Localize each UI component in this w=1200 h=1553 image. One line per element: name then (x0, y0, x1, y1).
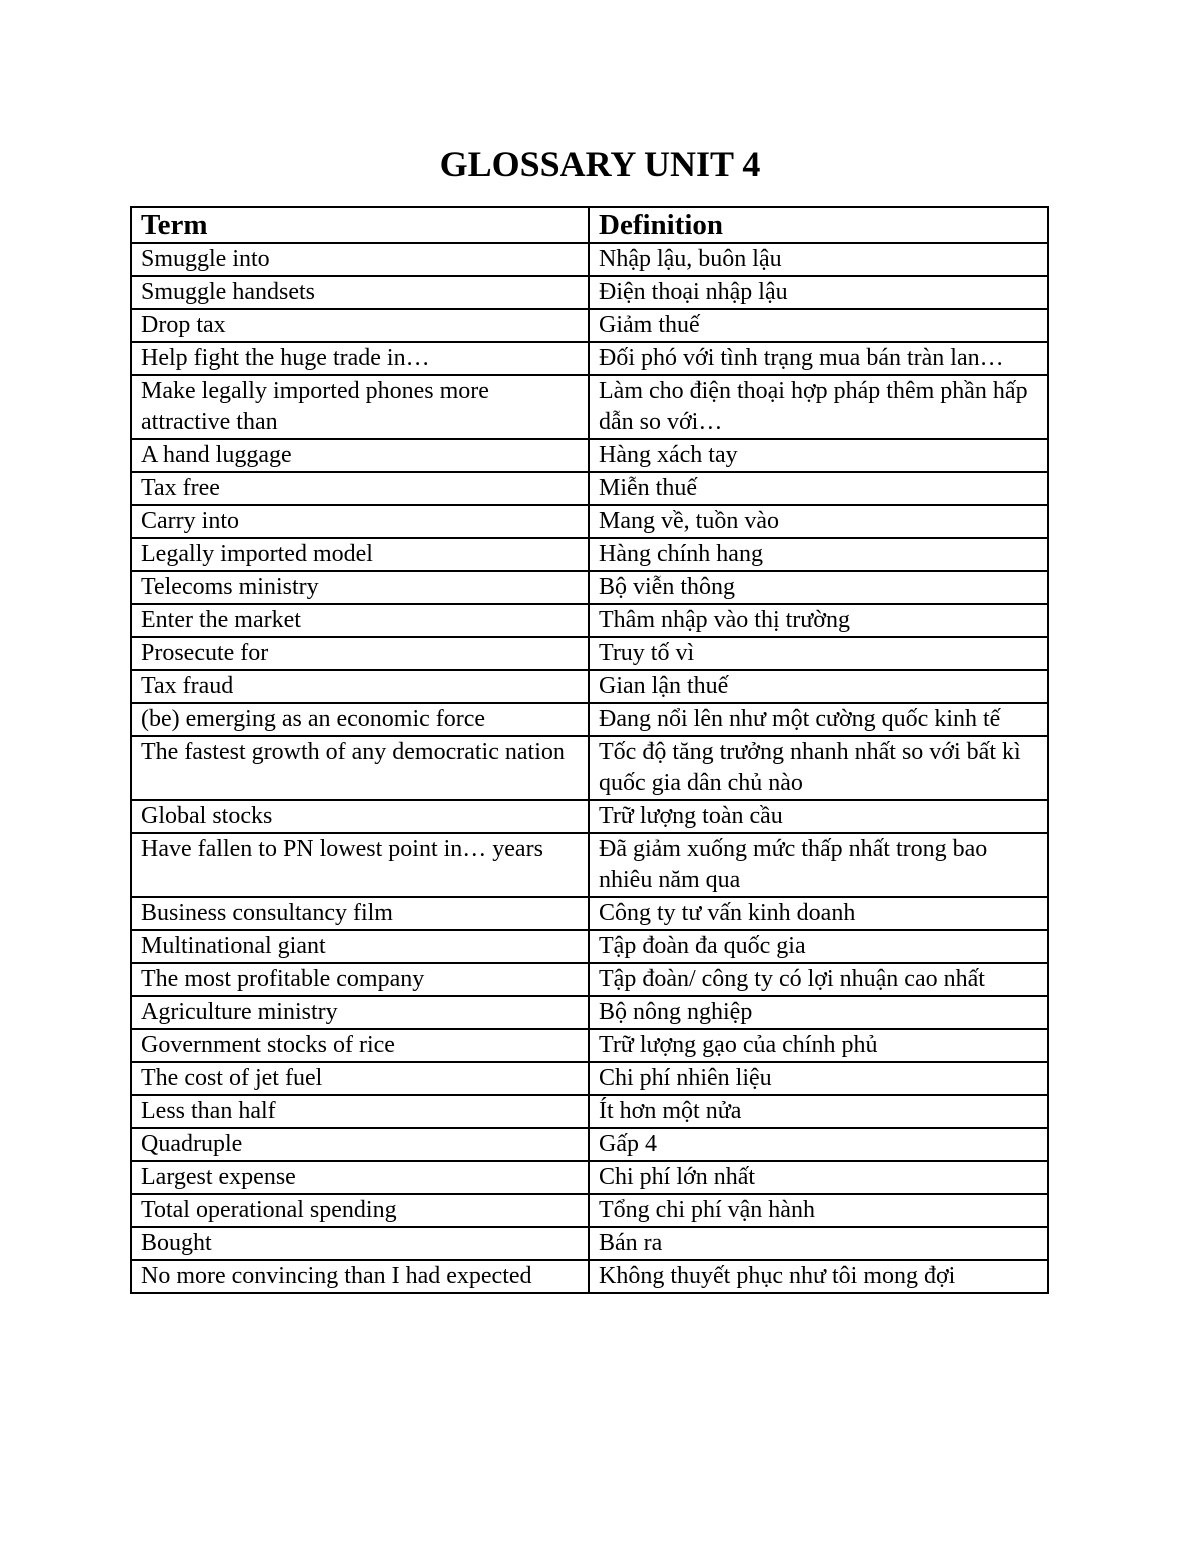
table-row (131, 342, 1048, 375)
term-cell: Global stocks (131, 800, 589, 833)
page-title: GLOSSARY UNIT 4 (439, 144, 761, 184)
definition-cell: Hàng chính hang (589, 538, 1048, 571)
table-row (131, 243, 1048, 276)
definition-cell: Giảm thuế (589, 309, 1048, 342)
table-row (131, 1194, 1048, 1227)
definition-cell: Đang nổi lên như một cường quốc kinh tế (589, 703, 1048, 736)
table-row (131, 930, 1048, 963)
term-cell: No more convincing than I had expected (131, 1260, 589, 1293)
definition-cell: Gấp 4 (589, 1128, 1048, 1161)
definition-cell: Bán ra (589, 1227, 1048, 1260)
glossary-table (130, 206, 1049, 1294)
term-cell: Agriculture ministry (131, 996, 589, 1029)
table-row (131, 1095, 1048, 1128)
term-cell: Telecoms ministry (131, 571, 589, 604)
term-cell: Legally imported model (131, 538, 589, 571)
table-row (131, 309, 1048, 342)
table-row (131, 736, 1048, 800)
definition-cell: Công ty tư vấn kinh doanh (589, 897, 1048, 930)
table-row (131, 1227, 1048, 1260)
definition-cell: Làm cho điện thoại hợp pháp thêm phần hấp dẫn so với… (589, 375, 1048, 439)
term-cell: Prosecute for (131, 637, 589, 670)
definition-cell: Trữ lượng toàn cầu (589, 800, 1048, 833)
table-row (131, 833, 1048, 897)
term-cell: Less than half (131, 1095, 589, 1128)
term-cell: Quadruple (131, 1128, 589, 1161)
table-row (131, 1029, 1048, 1062)
term-cell: Largest expense (131, 1161, 589, 1194)
definition-cell: Mang về, tuồn vào (589, 505, 1048, 538)
table-row (131, 1128, 1048, 1161)
definition-cell: Nhập lậu, buôn lậu (589, 243, 1048, 276)
table-row (131, 703, 1048, 736)
definition-cell: Hàng xách tay (589, 439, 1048, 472)
term-cell: Bought (131, 1227, 589, 1260)
table-row (131, 637, 1048, 670)
definition-cell: Gian lận thuế (589, 670, 1048, 703)
table-row (131, 472, 1048, 505)
header-row (131, 207, 1048, 243)
definition-cell: Đã giảm xuống mức thấp nhất trong bao nhiêu năm qua (589, 833, 1048, 897)
table-row (131, 670, 1048, 703)
table-row (131, 505, 1048, 538)
table-row (131, 1062, 1048, 1095)
definition-cell: Tổng chi phí vận hành (589, 1194, 1048, 1227)
table-body (131, 243, 1048, 1293)
term-cell: Government stocks of rice (131, 1029, 589, 1062)
definition-cell: Đối phó với tình trạng mua bán tràn lan… (589, 342, 1048, 375)
definition-cell: Không thuyết phục như tôi mong đợi (589, 1260, 1048, 1293)
term-cell: Drop tax (131, 309, 589, 342)
term-cell: Enter the market (131, 604, 589, 637)
table-row (131, 375, 1048, 439)
definition-cell: Trữ lượng gạo của chính phủ (589, 1029, 1048, 1062)
definition-cell: Bộ viễn thông (589, 571, 1048, 604)
definition-cell: Chi phí lớn nhất (589, 1161, 1048, 1194)
term-cell: Smuggle into (131, 243, 589, 276)
term-cell: A hand luggage (131, 439, 589, 472)
definition-cell: Tốc độ tăng trưởng nhanh nhất so với bất kì quốc gia dân chủ nào (589, 736, 1048, 800)
definition-cell: Bộ nông nghiệp (589, 996, 1048, 1029)
definition-cell: Ít hơn một nửa (589, 1095, 1048, 1128)
term-cell: Make legally imported phones more attractive than (131, 375, 589, 439)
term-cell: The cost of jet fuel (131, 1062, 589, 1095)
table-row (131, 439, 1048, 472)
term-cell: The most profitable company (131, 963, 589, 996)
table-row (131, 276, 1048, 309)
definition-cell: Tập đoàn đa quốc gia (589, 930, 1048, 963)
table-row (131, 800, 1048, 833)
definition-cell: Thâm nhập vào thị trường (589, 604, 1048, 637)
term-cell: Tax fraud (131, 670, 589, 703)
table-row (131, 604, 1048, 637)
definition-cell: Tập đoàn/ công ty có lợi nhuận cao nhất (589, 963, 1048, 996)
definition-cell: Điện thoại nhập lậu (589, 276, 1048, 309)
definition-cell: Truy tố vì (589, 637, 1048, 670)
term-cell: Help fight the huge trade in… (131, 342, 589, 375)
term-cell: Multinational giant (131, 930, 589, 963)
term-cell: Tax free (131, 472, 589, 505)
term-cell: Have fallen to PN lowest point in… years (131, 833, 589, 897)
column-header-term: Term (131, 207, 589, 243)
table-row (131, 1161, 1048, 1194)
table-row (131, 538, 1048, 571)
definition-cell: Chi phí nhiên liệu (589, 1062, 1048, 1095)
table-row (131, 897, 1048, 930)
table-row (131, 963, 1048, 996)
term-cell: Total operational spending (131, 1194, 589, 1227)
table-row (131, 1260, 1048, 1293)
term-cell: Carry into (131, 505, 589, 538)
term-cell: (be) emerging as an economic force (131, 703, 589, 736)
table-row (131, 996, 1048, 1029)
term-cell: The fastest growth of any democratic nation (131, 736, 589, 800)
column-header-definition: Definition (589, 207, 1048, 243)
table-header (131, 207, 1048, 243)
definition-cell: Miễn thuế (589, 472, 1048, 505)
term-cell: Smuggle handsets (131, 276, 589, 309)
term-cell: Business consultancy film (131, 897, 589, 930)
table-row (131, 571, 1048, 604)
